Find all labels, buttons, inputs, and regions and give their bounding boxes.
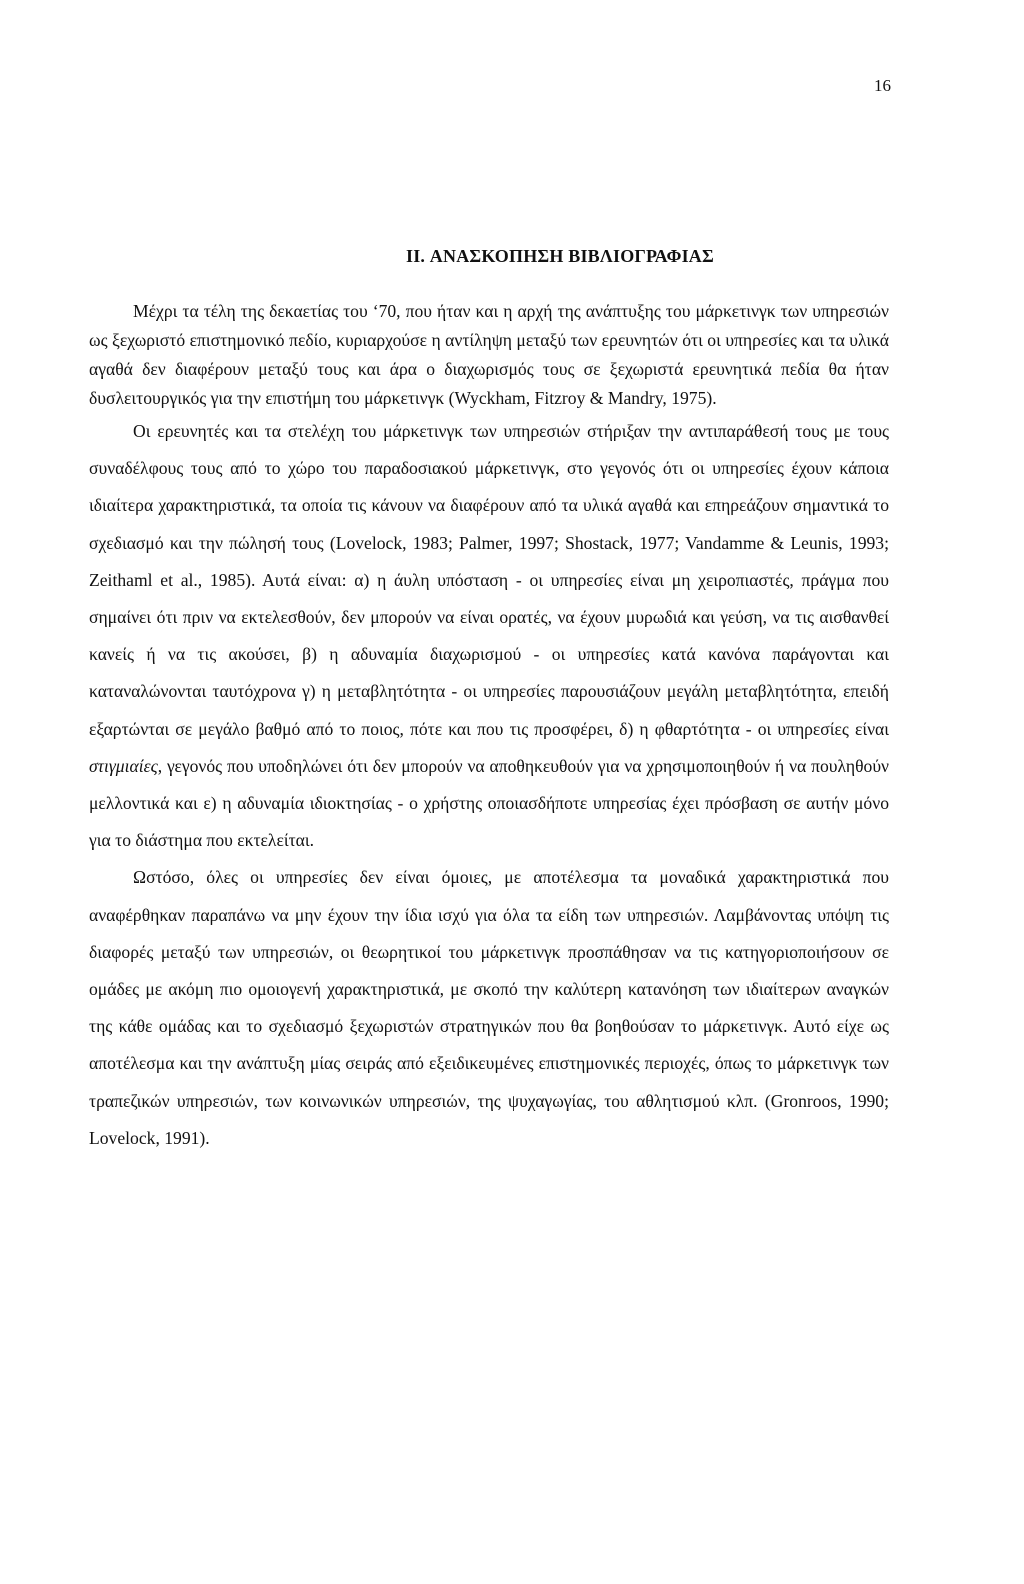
paragraph-3: Ωστόσο, όλες οι υπηρεσίες δεν είναι όμοιες, με αποτέλεσμα τα μοναδικά χαρακτηριστικά που αναφέρθηκαν παραπάνω να μην έχουν την ίδια ισχύ για όλα τα είδη των υπηρεσιών. Λαμβάνοντας υπόψη τις διαφορές μεταξύ των υπηρεσιών, οι θεωρητικοί του μάρκετινγκ προσπάθησαν να τις κατηγοριοποιήσουν σε ομάδες με ακόμη πιο ομοιογενή χαρακτηριστικά, με σκοπό την καλύτερη κατανόηση των ιδιαίτερων αναγκών της κάθε ομάδας και το σχεδιασμό ξεχωριστών στρατηγικών που θα βοηθούσαν το μάρκετινγκ. Αυτό είχε ως αποτέλεσμα και την ανάπτυξη μίας σειράς από εξειδικευμένες επιστημονικές περιοχές, όπως το μάρκετινγκ των τραπεζικών υπηρεσιών, των κοινωνικών υπηρεσιών, της ψυχαγωγίας, του αθλητισμού κλπ. (Gronroos, 1990; Lovelock, 1991).	[89, 867, 889, 1148]
section-heading: II. ΑΝΑΣΚΟΠΗΣΗ ΒΙΒΛΙΟΓΡΑΦΙΑΣ	[406, 246, 714, 266]
emphasized-term: στιγμιαίες	[89, 755, 158, 776]
body-text	[89, 297, 889, 1157]
paragraph-1: Μέχρι τα τέλη της δεκαετίας του ‘70, που ήταν και η αρχή της ανάπτυξης του μάρκετινγκ των υπηρεσιών ως ξεχωριστό επιστημονικό πεδίο, κυριαρχούσε η αντίληψη μεταξύ των ερευνητών ότι οι υπηρεσίες και τα υλικά αγαθά δεν διαφέρουν μεταξύ τους και άρα ο διαχωρισμός τους σε ξεχωριστά ερευνητικά πεδία θα ήταν δυσλειτουργικός για την επιστήμη του μάρκετινγκ (Wyckham, Fitzroy & Mandry, 1975).	[89, 301, 889, 408]
paragraph-2-text-a: Οι ερευνητές και τα στελέχη του μάρκετινγκ των υπηρεσιών στήριξαν την αντιπαράθεσή τους με τους συναδέλφους τους από το χώρο του παραδοσιακού μάρκετινγκ, στο γεγονός ότι οι υπηρεσίες έχουν κάποια ιδιαίτερα χαρακτηριστικά, τα οποία τις κάνουν να διαφέρουν από τα υλικά αγαθά και επηρεάζουν σημαντικά το σχεδιασμό και την πώλησή τους (Lovelock, 1983; Palmer, 1997; Shostack, 1977; Vandamme & Leunis, 1993; Zeithaml et al., 1985). Αυτά είναι: α) η άυλη υπόσταση - οι υπηρεσίες είναι μη χειροπιαστές, πράγμα που σημαίνει ότι πριν να εκτελεσθούν, δεν μπορούν να είναι ορατές, να έχουν μυρωδιά και γεύση, να τις αισθανθεί κανείς ή να τις ακούσει, β) η αδυναμία διαχωρισμού - οι υπηρεσίες κατά κανόνα παράγονται και καταναλώνονται ταυτόχρονα γ) η μεταβλητότητα - οι υπηρεσίες παρουσιάζουν μεγάλη μεταβλητότητα, επειδή εξαρτώνται σε μεγάλο βαθμό από το ποιος, πότε και που τις προσφέρει, δ) η φθαρτότητα - οι υπηρεσίες είναι	[89, 421, 889, 739]
paragraph-2-text-b: , γεγονός που υποδηλώνει ότι δεν μπορούν να αποθηκευθούν για να χρησιμοποιηθούν ή να πουληθούν μελλοντικά και ε) η αδυναμία ιδιοκτησίας - ο χρήστης οποιασδήποτε υπηρεσίας έχει πρόσβαση σε αυτήν μόνο για το διάστημα που εκτελείται.	[89, 755, 889, 851]
paragraph-2	[89, 413, 889, 859]
page-number: 16	[874, 76, 891, 95]
